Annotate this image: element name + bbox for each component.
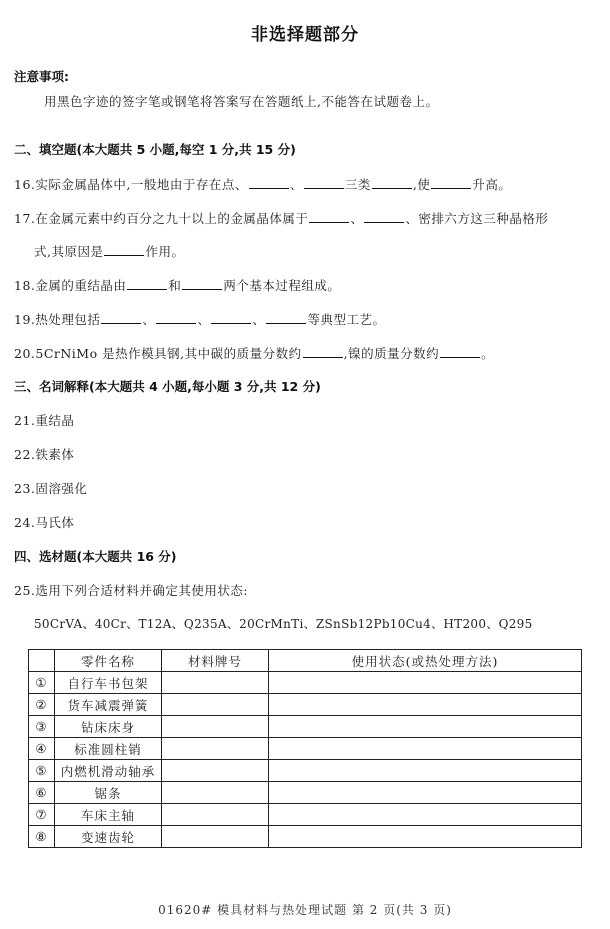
material-selection-table bbox=[28, 649, 582, 848]
page-footer: 01620# 模具材料与热处理试题 第 2 页(共 3 页) bbox=[158, 903, 452, 917]
question-18 bbox=[14, 276, 340, 294]
material-list: 50CrVA、40Cr、T12A、Q235A、20CrMnTi、ZSnSb12Pb10Cu4、HT200、Q295 bbox=[34, 617, 533, 631]
usage-cell[interactable] bbox=[269, 694, 582, 716]
question-17 bbox=[14, 209, 548, 227]
header-cell: 材料牌号 bbox=[162, 650, 269, 672]
part-name: 自行车书包架 bbox=[55, 672, 162, 694]
usage-cell[interactable] bbox=[269, 760, 582, 782]
notice-heading: 注意事项: bbox=[14, 69, 69, 84]
answer-blank[interactable] bbox=[431, 177, 471, 189]
q17-text-5: 作用。 bbox=[145, 244, 185, 259]
answer-blank[interactable] bbox=[266, 312, 306, 324]
page-title: 非选择题部分 bbox=[251, 25, 359, 45]
q17-text-3: 、密排六方这三种晶格形 bbox=[405, 211, 549, 226]
question-20 bbox=[14, 344, 494, 362]
table-row bbox=[29, 804, 582, 826]
q17-text-4: 式,其原因是 bbox=[34, 244, 104, 259]
section4-heading: 四、选材题(本大题共 16 分) bbox=[14, 549, 177, 564]
q18-text-3: 两个基本过程组成。 bbox=[223, 278, 341, 293]
part-name: 变速齿轮 bbox=[55, 826, 162, 848]
q19-text-5: 等典型工艺。 bbox=[307, 312, 386, 327]
row-number: ⑦ bbox=[29, 804, 55, 826]
q20-text-1: 20.5CrNiMo 是热作模具钢,其中碳的质量分数约 bbox=[14, 346, 302, 361]
usage-cell[interactable] bbox=[269, 804, 582, 826]
table-row bbox=[29, 716, 582, 738]
question-25: 25.选用下列合适材料并确定其使用状态: bbox=[14, 583, 249, 598]
material-cell[interactable] bbox=[162, 782, 269, 804]
q18-text-1: 18.金属的重结晶由 bbox=[14, 278, 127, 293]
part-name: 标准圆柱销 bbox=[55, 738, 162, 760]
row-number: ④ bbox=[29, 738, 55, 760]
part-name: 锯条 bbox=[55, 782, 162, 804]
question-19 bbox=[14, 310, 385, 328]
q18-text-2: 和 bbox=[168, 278, 182, 293]
row-number: ⑥ bbox=[29, 782, 55, 804]
header-cell bbox=[29, 650, 55, 672]
table-row bbox=[29, 760, 582, 782]
answer-blank[interactable] bbox=[101, 312, 141, 324]
answer-blank[interactable] bbox=[249, 177, 289, 189]
q20-text-3: 。 bbox=[481, 346, 495, 361]
answer-blank[interactable] bbox=[182, 278, 222, 290]
table-row bbox=[29, 694, 582, 716]
term-24: 24.马氏体 bbox=[14, 515, 75, 530]
answer-blank[interactable] bbox=[104, 244, 144, 256]
table-header-row bbox=[29, 650, 582, 672]
q19-text-3: 、 bbox=[197, 312, 211, 327]
usage-cell[interactable] bbox=[269, 672, 582, 694]
row-number: ① bbox=[29, 672, 55, 694]
row-number: ⑧ bbox=[29, 826, 55, 848]
section2-heading: 二、填空题(本大题共 5 小题,每空 1 分,共 15 分) bbox=[14, 142, 296, 157]
notice-text: 用黑色字迹的签字笔或钢笔将答案写在答题纸上,不能答在试题卷上。 bbox=[44, 94, 439, 109]
q20-text-2: ,镍的质量分数约 bbox=[343, 346, 440, 361]
table-row bbox=[29, 672, 582, 694]
row-number: ② bbox=[29, 694, 55, 716]
material-cell[interactable] bbox=[162, 738, 269, 760]
part-name: 钻床床身 bbox=[55, 716, 162, 738]
material-cell[interactable] bbox=[162, 804, 269, 826]
answer-blank[interactable] bbox=[440, 346, 480, 358]
usage-cell[interactable] bbox=[269, 738, 582, 760]
part-name: 货车减震弹簧 bbox=[55, 694, 162, 716]
q17-text-1: 17.在金属元素中约百分之九十以上的金属晶体属于 bbox=[14, 211, 309, 226]
answer-blank[interactable] bbox=[372, 177, 412, 189]
material-cell[interactable] bbox=[162, 672, 269, 694]
answer-blank[interactable] bbox=[309, 211, 349, 223]
usage-cell[interactable] bbox=[269, 826, 582, 848]
part-name: 内燃机滑动轴承 bbox=[55, 760, 162, 782]
q17-text-2: 、 bbox=[350, 211, 364, 226]
answer-blank[interactable] bbox=[303, 346, 343, 358]
q16-text-2: 、 bbox=[289, 177, 303, 192]
material-cell[interactable] bbox=[162, 716, 269, 738]
answer-blank[interactable] bbox=[364, 211, 404, 223]
row-number: ③ bbox=[29, 716, 55, 738]
table-row bbox=[29, 738, 582, 760]
q19-text-4: 、 bbox=[252, 312, 266, 327]
question-17-cont bbox=[34, 242, 185, 260]
material-cell[interactable] bbox=[162, 760, 269, 782]
material-cell[interactable] bbox=[162, 694, 269, 716]
table-row bbox=[29, 826, 582, 848]
term-22: 22.铁素体 bbox=[14, 447, 75, 462]
q19-text-1: 19.热处理包括 bbox=[14, 312, 101, 327]
q16-text-5: 升高。 bbox=[472, 177, 512, 192]
table-row bbox=[29, 782, 582, 804]
usage-cell[interactable] bbox=[269, 782, 582, 804]
q19-text-2: 、 bbox=[142, 312, 156, 327]
q16-text-1: 16.实际金属晶体中,一般地由于存在点、 bbox=[14, 177, 248, 192]
term-21: 21.重结晶 bbox=[14, 413, 75, 428]
row-number: ⑤ bbox=[29, 760, 55, 782]
q16-text-4: ,使 bbox=[412, 177, 431, 192]
usage-cell[interactable] bbox=[269, 716, 582, 738]
header-cell: 使用状态(或热处理方法) bbox=[269, 650, 582, 672]
question-16 bbox=[14, 175, 511, 193]
section3-heading: 三、名词解释(本大题共 4 小题,每小题 3 分,共 12 分) bbox=[14, 379, 321, 394]
answer-blank[interactable] bbox=[304, 177, 344, 189]
header-cell: 零件名称 bbox=[55, 650, 162, 672]
answer-blank[interactable] bbox=[211, 312, 251, 324]
q16-text-3: 三类 bbox=[344, 177, 371, 192]
part-name: 车床主轴 bbox=[55, 804, 162, 826]
answer-blank[interactable] bbox=[156, 312, 196, 324]
material-cell[interactable] bbox=[162, 826, 269, 848]
term-23: 23.固溶强化 bbox=[14, 481, 88, 496]
answer-blank[interactable] bbox=[127, 278, 167, 290]
